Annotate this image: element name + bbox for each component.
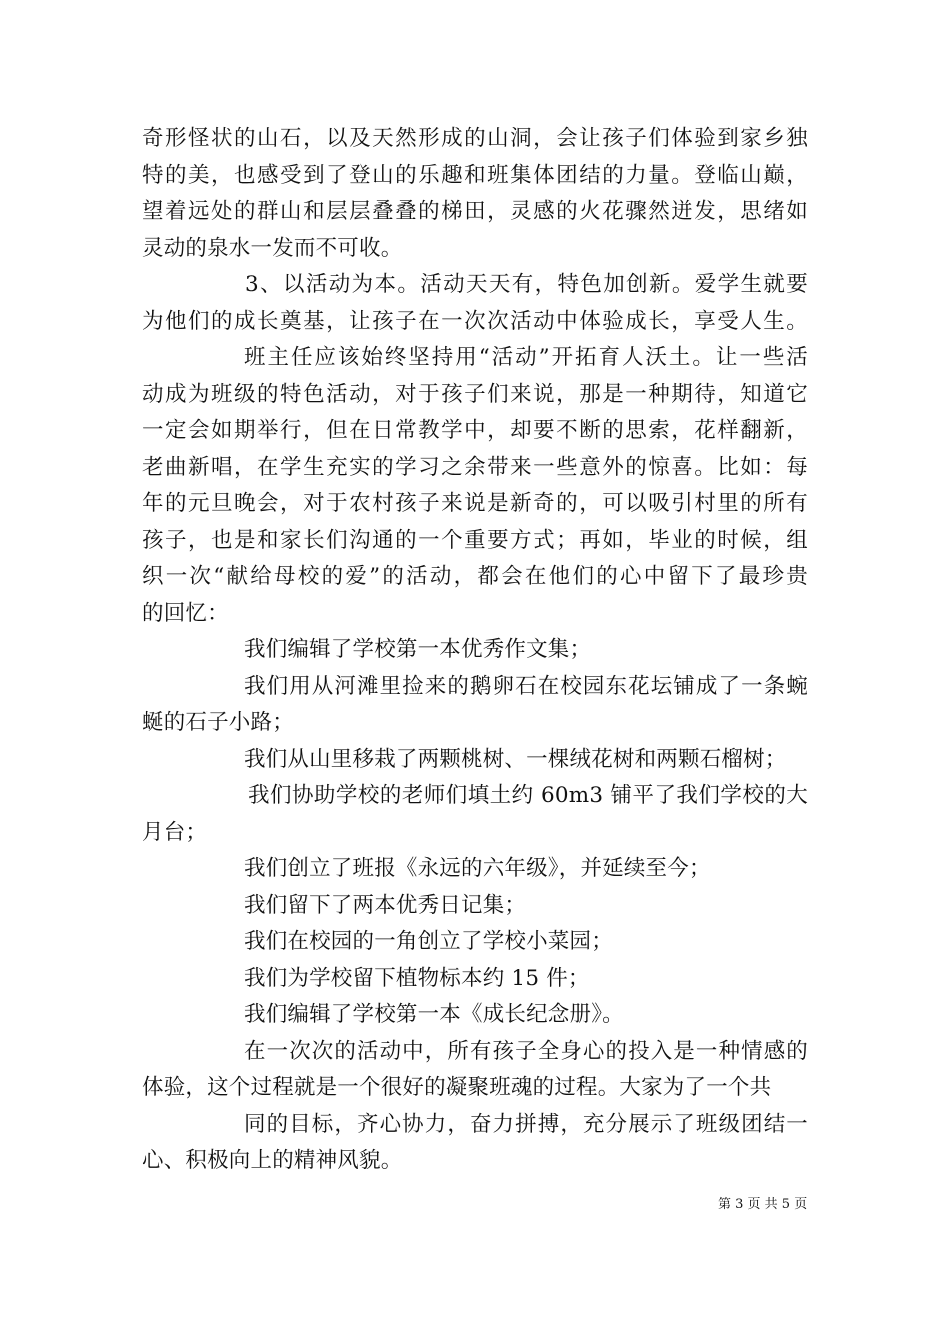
text-line: 的回忆： [142,600,229,626]
text-line: 我们为学校留下植物标本约 15 件； [244,965,590,991]
text-line: 动成为班级的特色活动，对于孩子们来说，那是一种期待，知道它 [142,381,808,407]
text-line: 我们协助学校的老师们填土约 60m3 铺平了我们学校的大 [248,783,808,808]
text-line: 我们留下了两本优秀日记集； [244,892,527,918]
text-line: 我们从山里移栽了两颗桃树、一棵绒花树和两颗石榴树； [244,746,787,772]
text-line: 织一次“献给母校的爱”的活动，都会在他们的心中留下了最珍贵 [142,564,808,589]
text-line: 我们创立了班报《永远的六年级》，并延续至今； [244,856,711,881]
text-line: 为他们的成长奠基，让孩子在一次次活动中体验成长，享受人生。 [142,308,808,334]
text-line: 我们编辑了学校第一本优秀作文集； [244,637,592,662]
text-line: 同的目标，齐心协力，奋力拼搏，充分展示了班级团结一 [244,1111,808,1137]
text-line: 老曲新唱，在学生充实的学习之余带来一些意外的惊喜。比如：每 [142,454,808,480]
text-line: 心、积极向上的精神风貌。 [142,1148,403,1173]
body-text [142,121,808,1180]
page-number-footer: 第 3 页 共 5 页 [718,1197,808,1212]
text-line: 孩子，也是和家长们沟通的一个重要方式；再如，毕业的时候，组 [142,527,808,553]
text-line: 望着远处的群山和层层叠叠的梯田，灵感的火花骤然迸发，思绪如 [142,199,808,224]
text-line: 特的美，也感受到了登山的乐趣和班集体团结的力量。登临山巅， [142,162,808,188]
text-line: 奇形怪状的山石，以及天然形成的山洞，会让孩子们体验到家乡独 [142,126,808,151]
text-line: 一定会如期举行，但在日常教学中，却要不断的思索，花样翻新， [142,418,808,443]
text-line: 3、以活动为本。活动天天有，特色加创新。爱学生就要 [245,272,808,297]
text-line: 灵动的泉水一发而不可收。 [142,235,403,261]
text-line: 班主任应该始终坚持用“活动”开拓育人沃土。让一些活 [244,345,808,370]
text-line: 在一次次的活动中，所有孩子全身心的投入是一种情感的 [244,1038,808,1064]
text-line: 我们在校园的一角创立了学校小菜园； [244,929,613,954]
text-line: 月台； [142,819,208,845]
text-line: 蜒的石子小路； [142,710,294,735]
text-line: 年的元旦晚会，对于农村孩子来说是新奇的，可以吸引村里的所有 [142,491,808,516]
text-line: 体验，这个过程就是一个很好的凝聚班魂的过程。大家为了一个共 [142,1075,772,1100]
text-line: 我们用从河滩里捡来的鹅卵石在校园东花坛铺成了一条蜿 [244,673,808,699]
text-line: 我们编辑了学校第一本《成长纪念册》。 [244,1002,624,1027]
